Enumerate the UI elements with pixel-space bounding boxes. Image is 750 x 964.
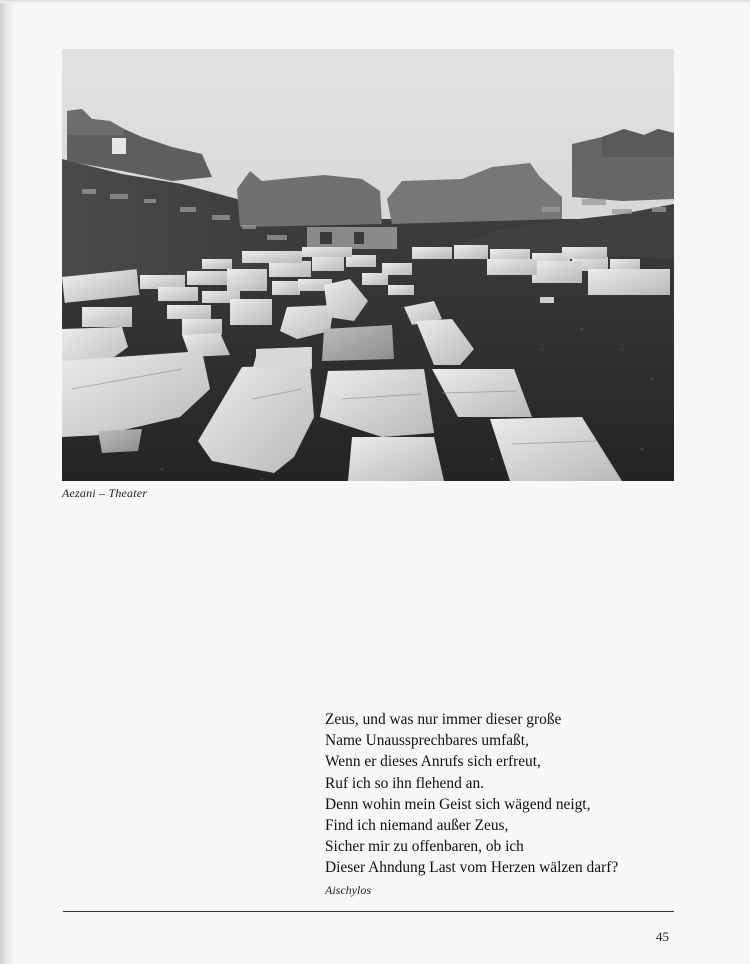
poem-line: Zeus, und was nur immer dieser große xyxy=(325,711,562,728)
poem-author: Aischylos xyxy=(325,882,371,897)
poem-line: Name Unaussprechbares umfaßt, xyxy=(325,732,529,750)
footer-rule xyxy=(63,911,674,912)
poem-line: Ruf ich so ihn flehend an. xyxy=(325,774,485,792)
page-number: 45 xyxy=(656,929,669,944)
poem-block xyxy=(325,709,685,898)
poem-line: Find ich niemand außer Zeus, xyxy=(325,817,509,835)
page-binding-shadow xyxy=(0,0,14,964)
poem-line: Wenn er dieses Anrufs sich erfreut, xyxy=(325,753,541,771)
theater-ruins-photo xyxy=(62,49,674,481)
page-top-edge xyxy=(0,0,750,3)
photo-caption: Aezani – Theater xyxy=(62,486,148,500)
poem-line: Dieser Ahndung Last vom Herzen wälzen darf? xyxy=(325,859,619,877)
poem-line: Sicher mir zu offenbaren, ob ich xyxy=(325,838,524,856)
poem-line: Denn wohin mein Geist sich wägend neigt, xyxy=(325,795,591,813)
